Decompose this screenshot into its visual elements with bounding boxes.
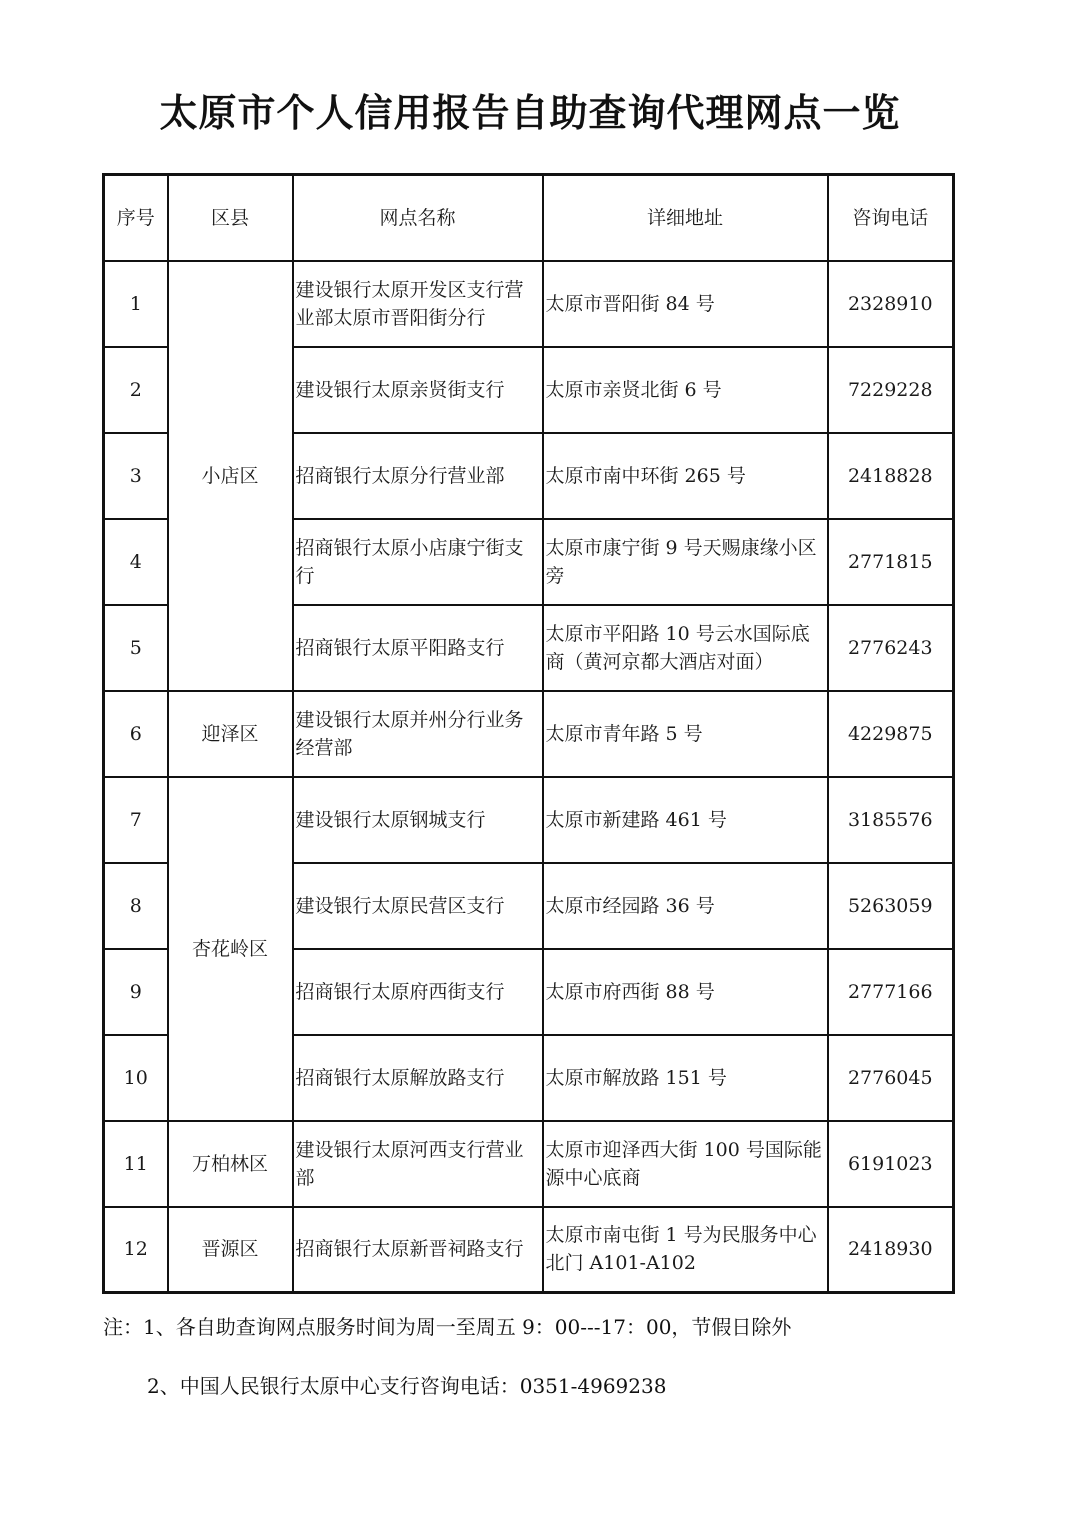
site-name-cell: 招商银行太原府西街支行	[293, 949, 543, 1035]
site-name-cell: 招商银行太原小店康宁街支行	[293, 519, 543, 605]
phone-cell: 3185576	[828, 777, 954, 863]
table-row	[104, 261, 954, 347]
notes-section	[103, 1310, 1003, 1403]
site-name-cell: 招商银行太原新晋祠路支行	[293, 1207, 543, 1293]
serial-cell: 10	[104, 1035, 168, 1121]
serial-cell: 12	[104, 1207, 168, 1293]
page-title: 太原市个人信用报告自助查询代理网点一览	[159, 91, 901, 135]
address-cell: 太原市亲贤北街 6 号	[543, 347, 828, 433]
serial-cell: 7	[104, 777, 168, 863]
site-name-cell: 建设银行太原民营区支行	[293, 863, 543, 949]
header-phone: 咨询电话	[828, 175, 954, 261]
serial-cell: 4	[104, 519, 168, 605]
phone-cell: 7229228	[828, 347, 954, 433]
phone-cell: 2776243	[828, 605, 954, 691]
district-cell: 晋源区	[168, 1207, 293, 1293]
table-row	[104, 691, 954, 777]
phone-cell: 6191023	[828, 1121, 954, 1207]
address-cell: 太原市府西街 88 号	[543, 949, 828, 1035]
site-name-cell: 建设银行太原并州分行业务经营部	[293, 691, 543, 777]
serial-cell: 8	[104, 863, 168, 949]
table-row	[104, 1207, 954, 1293]
site-name-cell: 招商银行太原分行营业部	[293, 433, 543, 519]
header-district: 区县	[168, 175, 293, 261]
district-cell: 万柏林区	[168, 1121, 293, 1207]
serial-cell: 1	[104, 261, 168, 347]
note-consult-phone: 2、中国人民银行太原中心支行咨询电话：0351-4969238	[147, 1374, 667, 1398]
address-cell: 太原市经园路 36 号	[543, 863, 828, 949]
site-name-cell: 招商银行太原解放路支行	[293, 1035, 543, 1121]
site-name-cell: 建设银行太原钢城支行	[293, 777, 543, 863]
site-name-cell: 建设银行太原开发区支行营业部太原市晋阳街分行	[293, 261, 543, 347]
site-name-cell: 招商银行太原平阳路支行	[293, 605, 543, 691]
address-cell: 太原市晋阳街 84 号	[543, 261, 828, 347]
header-site-name: 网点名称	[293, 175, 543, 261]
address-cell: 太原市新建路 461 号	[543, 777, 828, 863]
district-cell: 迎泽区	[168, 691, 293, 777]
serial-cell: 6	[104, 691, 168, 777]
address-cell: 太原市解放路 151 号	[543, 1035, 828, 1121]
phone-cell: 2328910	[828, 261, 954, 347]
phone-cell: 2777166	[828, 949, 954, 1035]
serial-cell: 5	[104, 605, 168, 691]
phone-cell: 2418930	[828, 1207, 954, 1293]
phone-cell: 2771815	[828, 519, 954, 605]
phone-cell: 5263059	[828, 863, 954, 949]
address-cell: 太原市青年路 5 号	[543, 691, 828, 777]
table-row	[104, 1121, 954, 1207]
service-sites-table	[102, 173, 955, 1294]
serial-cell: 11	[104, 1121, 168, 1207]
address-cell: 太原市南中环街 265 号	[543, 433, 828, 519]
header-address: 详细地址	[543, 175, 828, 261]
phone-cell: 2418828	[828, 433, 954, 519]
phone-cell: 4229875	[828, 691, 954, 777]
site-name-cell: 建设银行太原亲贤街支行	[293, 347, 543, 433]
address-cell: 太原市平阳路 10 号云水国际底商（黄河京都大酒店对面）	[543, 605, 828, 691]
note-service-hours: 注：1、各自助查询网点服务时间为周一至周五 9：00---17：00，节假日除外	[103, 1315, 792, 1339]
table-header-row	[104, 175, 954, 261]
header-serial: 序号	[104, 175, 168, 261]
table-row	[104, 777, 954, 863]
phone-cell: 2776045	[828, 1035, 954, 1121]
address-cell: 太原市迎泽西大街 100 号国际能源中心底商	[543, 1121, 828, 1207]
site-name-cell: 建设银行太原河西支行营业部	[293, 1121, 543, 1207]
serial-cell: 3	[104, 433, 168, 519]
district-cell: 杏花岭区	[168, 777, 293, 1121]
district-cell: 小店区	[168, 261, 293, 691]
serial-cell: 9	[104, 949, 168, 1035]
address-cell: 太原市康宁街 9 号天赐康缘小区旁	[543, 519, 828, 605]
serial-cell: 2	[104, 347, 168, 433]
address-cell: 太原市南屯街 1 号为民服务中心北门 A101-A102	[543, 1207, 828, 1293]
